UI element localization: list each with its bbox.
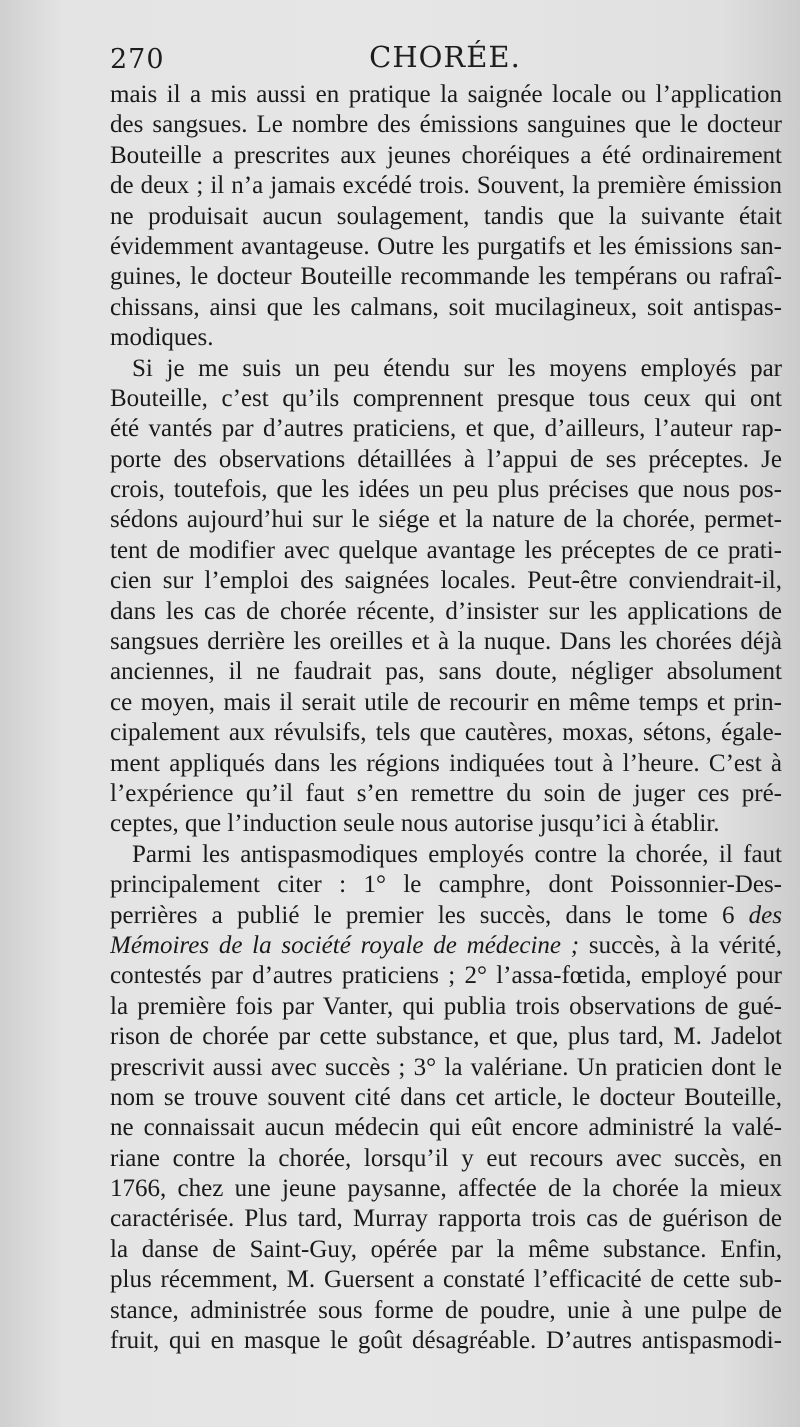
text-line [110, 80, 782, 110]
text-line [110, 1022, 782, 1052]
text-line [110, 293, 782, 323]
line-text: ce moyen, mais il serait utile de recourir en même temps et prin- [110, 688, 782, 716]
text-line [110, 1326, 782, 1356]
text-line [110, 202, 782, 232]
line-text: succès, à la vérité, [579, 931, 782, 959]
text-line [110, 657, 782, 687]
line-text: cien sur l’emploi des saignées locales. Peut-être conviendrait-il, [110, 567, 782, 595]
line-text: Si je me suis un peu étendu sur les moyens employés par [132, 354, 782, 382]
line-text: anciennes, il ne faudrait pas, sans doute, négliger absolument [110, 658, 782, 686]
line-text: crois, toutefois, que les idées un peu plus précises que nous pos- [110, 476, 782, 504]
line-text: des sangsues. Le nombre des émissions sanguines que le docteur [110, 111, 782, 139]
text-line [110, 232, 782, 262]
line-text: mais il a mis aussi en pratique la saignée locale ou l’application [110, 81, 782, 108]
line-text: guines, le docteur Bouteille recommande les tempérans ou rafraî- [110, 263, 782, 291]
text-line [110, 414, 782, 444]
text-line [110, 475, 782, 505]
text-line [110, 1144, 782, 1174]
text-line [110, 1204, 782, 1234]
line-text: riane contre la chorée, lorsqu’il y eut recours avec succès, en [110, 1144, 782, 1172]
text-line [110, 779, 782, 809]
text-line [110, 931, 782, 961]
text-line [110, 1053, 782, 1083]
line-text: porte des observations détaillées à l’appui de ses préceptes. Je [110, 445, 782, 473]
line-text: cipalement aux révulsifs, tels que cautères, moxas, sétons, égale- [110, 719, 782, 747]
text-line [110, 1083, 782, 1113]
text-line [110, 718, 782, 748]
text-line [110, 566, 782, 596]
line-text: dans les cas de chorée récente, d’insister sur les applications de [110, 597, 782, 625]
text-line [110, 961, 782, 991]
text-line [110, 1265, 782, 1295]
text-line [110, 1174, 782, 1204]
italic-title: Mémoires de la société royale de médecine ; [110, 931, 580, 959]
text-line [110, 840, 782, 870]
line-text: modiques. [110, 324, 214, 352]
text-line [110, 536, 782, 566]
text-line [110, 597, 782, 627]
line-text: principalement citer : 1° le camphre, dont Poissonnier-Des- [110, 871, 782, 899]
text-line [110, 870, 782, 900]
line-text: rison de chorée par cette substance, et que, plus tard, M. Jadelot [110, 1023, 782, 1051]
text-line [110, 445, 782, 475]
text-line [110, 323, 782, 353]
line-text: prescrivit aussi avec succès ; 3° la valériane. Un praticien dont le [110, 1053, 782, 1081]
line-text: de deux ; il n’a jamais excédé trois. Souvent, la première émission [110, 172, 782, 200]
text-line [110, 1296, 782, 1326]
line-text: plus récemment, M. Guersent a constaté l’efficacité de cette sub- [110, 1266, 782, 1294]
line-text: nom se trouve souvent cité dans cet article, le docteur Bouteille, [110, 1083, 782, 1111]
text-line [110, 384, 782, 414]
body-text [110, 80, 782, 1356]
text-line [110, 688, 782, 718]
text-line [110, 1235, 782, 1265]
line-text: 1766, chez une jeune paysanne, affectée de la chorée la mieux [110, 1175, 782, 1203]
text-line [110, 749, 782, 779]
text-line [110, 262, 782, 292]
line-text: ne produisait aucun soulagement, tandis que la suivante était [110, 202, 782, 230]
line-text: la danse de Saint-Guy, opérée par la même substance. Enfin, [110, 1235, 782, 1263]
line-text: la première fois par Vanter, qui publia trois observations de gué- [110, 992, 782, 1020]
text-line [110, 901, 782, 931]
line-text: Bouteille, c’est qu’ils comprennent presque tous ceux qui ont [110, 384, 782, 412]
text-line [110, 1113, 782, 1143]
line-text: ment appliqués dans les régions indiquées tout à l’heure. C’est à [110, 749, 782, 777]
page-number: 270 [110, 44, 165, 75]
line-text: tent de modifier avec quelque avantage les préceptes de ce prati- [110, 536, 782, 564]
text-line [110, 505, 782, 535]
line-text: caractérisée. Plus tard, Murray rapporta trois cas de guérison de [110, 1205, 782, 1233]
text-line [110, 110, 782, 140]
page-header [110, 38, 780, 78]
line-text: évidemment avantageuse. Outre les purgatifs et les émissions san- [110, 232, 782, 260]
line-text: sédons aujourd’hui sur le siége et la nature de la chorée, permet- [110, 506, 782, 534]
text-line [110, 809, 782, 839]
line-text: perrières a publié le premier les succès, dans le tome 6 [110, 901, 735, 929]
text-line [110, 141, 782, 171]
line-text: Parmi les antispasmodiques employés contre la chorée, il faut [132, 840, 782, 868]
line-text: stance, administrée sous forme de poudre, unie à une pulpe de [110, 1296, 782, 1324]
text-line [110, 992, 782, 1022]
line-text: l’expérience qu’il faut s’en remettre du soin de juger ces pré- [110, 779, 782, 807]
line-text: Bouteille a prescrites aux jeunes choréiques a été ordinairement [110, 141, 782, 169]
text-line [110, 171, 782, 201]
running-title: CHORÉE. [369, 40, 521, 74]
text-line [110, 354, 782, 384]
line-text: fruit, qui en masque le goût désagréable. D’autres antispasmodi- [110, 1327, 782, 1355]
line-text: ceptes, que l’induction seule nous autorise jusqu’ici à établir. [110, 810, 720, 838]
line-text: été vantés par d’autres praticiens, et que, d’ailleurs, l’auteur rap- [110, 415, 782, 443]
line-text: contestés par d’autres praticiens ; 2° l’assa-fœtida, employé pour [110, 962, 782, 990]
line-text: sangsues derrière les oreilles et à la nuque. Dans les chorées déjà [110, 628, 782, 656]
line-text: ne connaissait aucun médecin qui eût encore administré la valé- [110, 1114, 782, 1142]
italic-title: des [734, 901, 782, 929]
line-text: chissans, ainsi que les calmans, soit mucilagineux, soit antispas- [110, 293, 782, 321]
text-line [110, 627, 782, 657]
